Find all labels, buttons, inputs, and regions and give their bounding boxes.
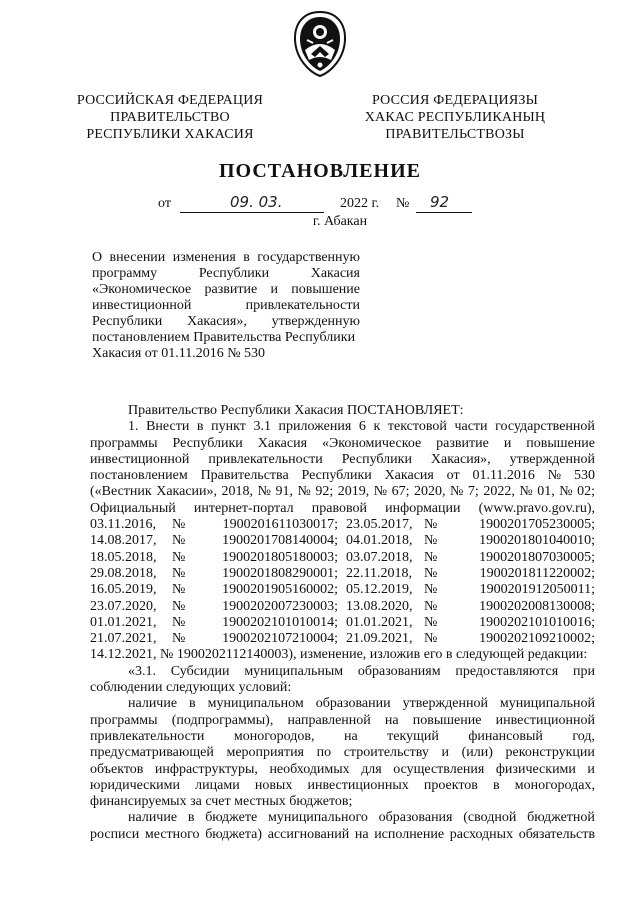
subject-line: постановлением Правительства Республики <box>92 330 356 345</box>
registry-cell: 1900201801040010; <box>479 533 595 549</box>
registry-cell: № <box>424 549 438 565</box>
body-line: предусматривающей мероприятия по строительству и (или) реконструкции <box>90 745 595 761</box>
subject-line: Республики Хакасия», утвержденную <box>92 314 360 329</box>
registry-cell: 21.09.2021, <box>346 631 413 647</box>
date-prefix: от <box>158 196 171 211</box>
registry-cell: 05.12.2019, <box>346 582 413 598</box>
body-line: росписи местного бюджета) ассигнований на исполнение расходных обязательств <box>90 826 595 842</box>
registry-cell: № <box>424 614 438 630</box>
registry-cell: № <box>172 517 186 533</box>
registry-cell: 1900202007230003; <box>222 598 338 614</box>
body-line: объектов инфраструктуры, необходимых для осуществления физическими и <box>90 761 595 777</box>
registry-cell: 1900201705230005; <box>479 517 595 533</box>
preamble: Правительство Республики Хакасия ПОСТАНОВЛЯЕТ: <box>128 403 464 418</box>
registry-cell: № <box>172 631 186 647</box>
number-sign: № <box>396 196 410 211</box>
registry-cell: 23.05.2017, <box>346 517 413 533</box>
registry-cell: 1900202109210002; <box>479 631 595 647</box>
body-line: юридическими лицами новых инвестиционных проектов в моногородах, <box>90 777 595 793</box>
body-line: 1. Внести в пункт 3.1 приложения 6 к текстовой части государственной <box>128 419 595 435</box>
header-left-line: ПРАВИТЕЛЬСТВО <box>110 110 230 125</box>
body-line: Официальный интернет-портал правовой информации (www.pravo.gov.ru), <box>90 500 595 516</box>
republic-emblem-icon <box>291 10 349 78</box>
amendment-intro <box>90 419 595 517</box>
registry-row <box>90 517 595 533</box>
body-line: постановлением Правительства Республики Хакасия от 01.11.2016 № 530 <box>90 468 595 484</box>
registry-cell: № <box>424 533 438 549</box>
registry-cell: 1900201805180003; <box>222 549 338 565</box>
registry-cell: № <box>172 549 186 565</box>
registry-cell: 13.08.2020, <box>346 598 413 614</box>
header-right-line: ХАКАС РЕСПУБЛИКАНЫҢ <box>364 110 546 125</box>
registry-row <box>90 615 595 631</box>
registry-cell: 1900202008130008; <box>479 598 595 614</box>
registry-row <box>90 582 595 598</box>
handwritten-number: 92 <box>430 193 450 211</box>
subject-line: программу Республики Хакасия <box>92 266 360 281</box>
registry-cell: № <box>172 614 186 630</box>
header-right-block <box>350 92 560 143</box>
registry-cell: № <box>424 582 438 598</box>
registry-cell: 1900201708140004; <box>222 533 338 549</box>
registry-cell: 1900202107210004; <box>222 631 338 647</box>
registry-row <box>90 599 595 615</box>
subject-block <box>92 250 360 362</box>
registry-cell: № <box>172 533 186 549</box>
registry-cell: 1900201807030005; <box>479 549 595 565</box>
registry-cell: 29.08.2018, <box>90 565 157 581</box>
document-body <box>90 403 595 843</box>
registry-cell: 1900201912050011; <box>479 582 595 598</box>
registry-cell: № <box>424 631 438 647</box>
body-line: наличие в бюджете муниципального образования (сводной бюджетной <box>128 810 595 826</box>
registry-cell: 1900202101010016; <box>479 614 595 630</box>
registry-row <box>90 631 595 647</box>
header-left-line: РЕСПУБЛИКИ ХАКАСИЯ <box>86 127 254 142</box>
subject-line: Хакасия от 01.11.2016 № 530 <box>92 346 266 361</box>
registry-cell: 03.11.2016, <box>90 517 156 533</box>
registry-cell: № <box>424 517 438 533</box>
registry-cell: 03.07.2018, <box>346 549 413 565</box>
body-line: («Вестник Хакасии», 2018, № 91, № 92; 2019, № 67; 2020, № 7; 2022, № 01, № 02; <box>90 484 595 500</box>
registry-cell: 1900201611030017; <box>222 517 338 533</box>
registry-cell: № <box>172 565 186 581</box>
header-right-line: РОССИЯ ФЕДЕРАЦИЯЗЫ <box>371 93 539 108</box>
body-line: «3.1. Субсидии муниципальным образованиям предоставляются при <box>128 663 595 679</box>
registry-cell: № <box>172 598 186 614</box>
body-line: программы Республики Хакасия «Экономическое развитие и повышение <box>90 435 595 451</box>
registry-cell: 16.05.2019, <box>90 582 157 598</box>
registry-cell: № <box>424 598 438 614</box>
subject-line: инвестиционной привлекательности <box>92 298 360 313</box>
registry-row <box>90 550 595 566</box>
date-year: 2022 г. <box>340 196 380 211</box>
body-line: соблюдении следующих условий: <box>90 680 292 696</box>
registry-row <box>90 566 595 582</box>
registry-cell: 14.08.2017, <box>90 533 157 549</box>
registry-cell: 18.05.2018, <box>90 549 157 565</box>
body-line: программы (подпрограммы), направленной на повышение инвестиционной <box>90 712 595 728</box>
registry-cell: № <box>172 582 186 598</box>
body-line: 14.12.2021, № 1900202112140003), изменение, изложив его в следующей редакции: <box>90 647 588 663</box>
city-line: г. Абакан <box>312 214 368 229</box>
registry-cell: 1900201811220002; <box>479 565 595 581</box>
body-line: привлекательности моногородов, на текущий финансовый год, <box>90 728 595 744</box>
body-line: инвестиционной привлекательности Республики Хакасия», утвержденной <box>90 451 595 467</box>
handwritten-date: 09. 03. <box>230 193 283 211</box>
subject-line: О внесении изменения в государственную <box>92 250 360 265</box>
body-line: наличие в муниципальном образовании утвержденной муниципальной <box>128 696 595 712</box>
registry-cell: 23.07.2020, <box>90 598 157 614</box>
header-right-line: ПРАВИТЕЛЬСТВОЗЫ <box>385 127 525 142</box>
registry-cell: 1900202101010014; <box>222 614 338 630</box>
amendment-continuation <box>90 647 595 843</box>
registry-cell: № <box>424 565 438 581</box>
registry-cell: 21.07.2021, <box>90 631 157 647</box>
registry-cell: 1900201905160002; <box>222 582 338 598</box>
header-left-block <box>70 92 270 143</box>
subject-line: «Экономическое развитие и повышение <box>92 282 360 297</box>
registry-cell: 01.01.2021, <box>90 614 157 630</box>
registry-cell: 22.11.2018, <box>346 565 412 581</box>
document-title: ПОСТАНОВЛЕНИЕ <box>219 160 421 182</box>
registry-cell: 1900201808290001; <box>222 565 338 581</box>
registry-row <box>90 533 595 549</box>
registry-cell: 01.01.2021, <box>346 614 413 630</box>
registry-list <box>90 517 595 647</box>
header-left-line: РОССИЙСКАЯ ФЕДЕРАЦИЯ <box>76 93 264 108</box>
body-line: финансируемых за счет местных бюджетов; <box>90 794 353 810</box>
registry-cell: 04.01.2018, <box>346 533 413 549</box>
